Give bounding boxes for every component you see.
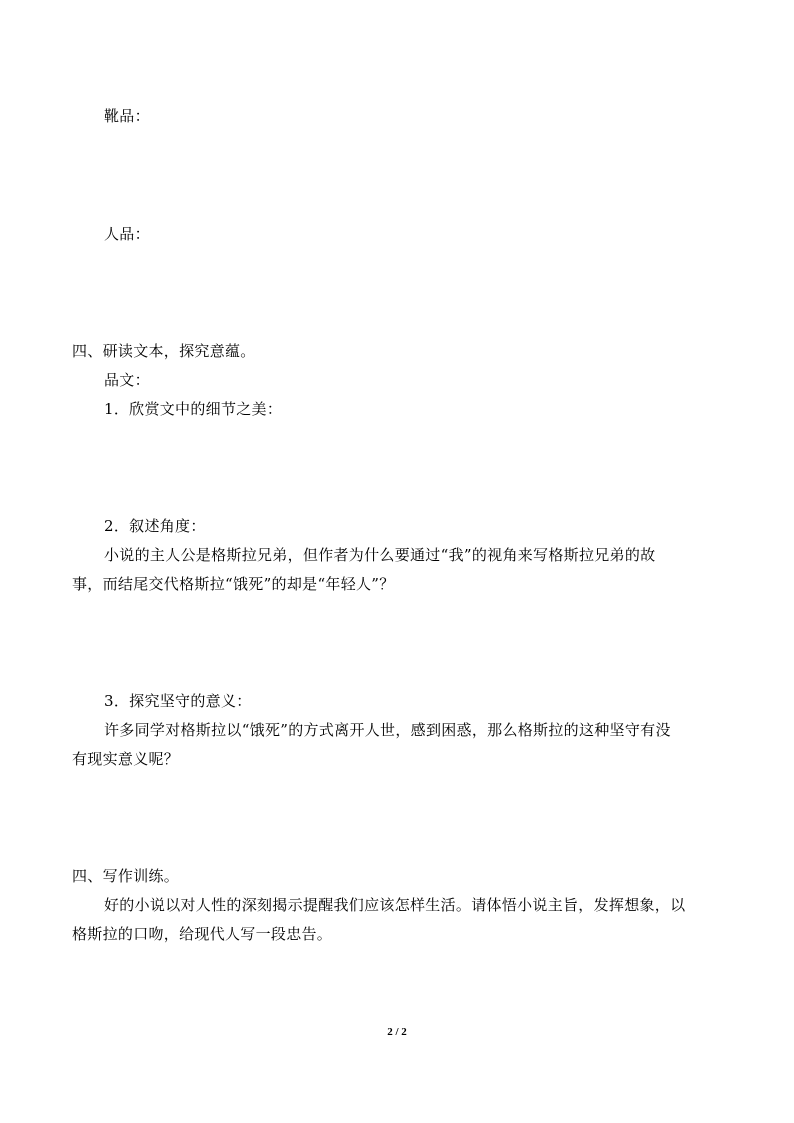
section-heading-writing: 四、写作训练。 [72, 867, 180, 885]
question-3-title: 3．探究坚守的意义： [104, 692, 252, 710]
question-2-text-line-1: 小说的主人公是格斯拉兄弟，但作者为什么要通过“我”的视角来写格斯拉兄弟的故 [104, 546, 656, 564]
question-2-text-line-2: 事，而结尾交代格斯拉“饿死”的却是“年轻人”？ [72, 575, 395, 593]
writing-prompt-line-2: 格斯拉的口吻，给现代人写一段忠告。 [72, 925, 333, 943]
pinwen-label: 品文： [104, 371, 150, 389]
renpin-label: 人品： [104, 225, 150, 243]
question-3-text-line-2: 有现实意义呢？ [72, 750, 180, 768]
writing-prompt-line-1: 好的小说以对人性的深刻揭示提醒我们应该怎样生活。请体悟小说主旨，发挥想象，以 [104, 896, 686, 914]
question-2-title: 2．叙述角度： [104, 517, 206, 535]
page-number: 2 / 2 [387, 1026, 407, 1038]
question-3-text-line-1: 许多同学对格斯拉以“饿死”的方式离开人世，感到困惑，那么格斯拉的这种坚守有没 [104, 721, 671, 739]
xuepin-label: 靴品： [104, 107, 150, 125]
question-1-title: 1．欣赏文中的细节之美： [104, 400, 283, 418]
section-heading-study-text: 四、研读文本，探究意蕴。 [72, 342, 256, 360]
